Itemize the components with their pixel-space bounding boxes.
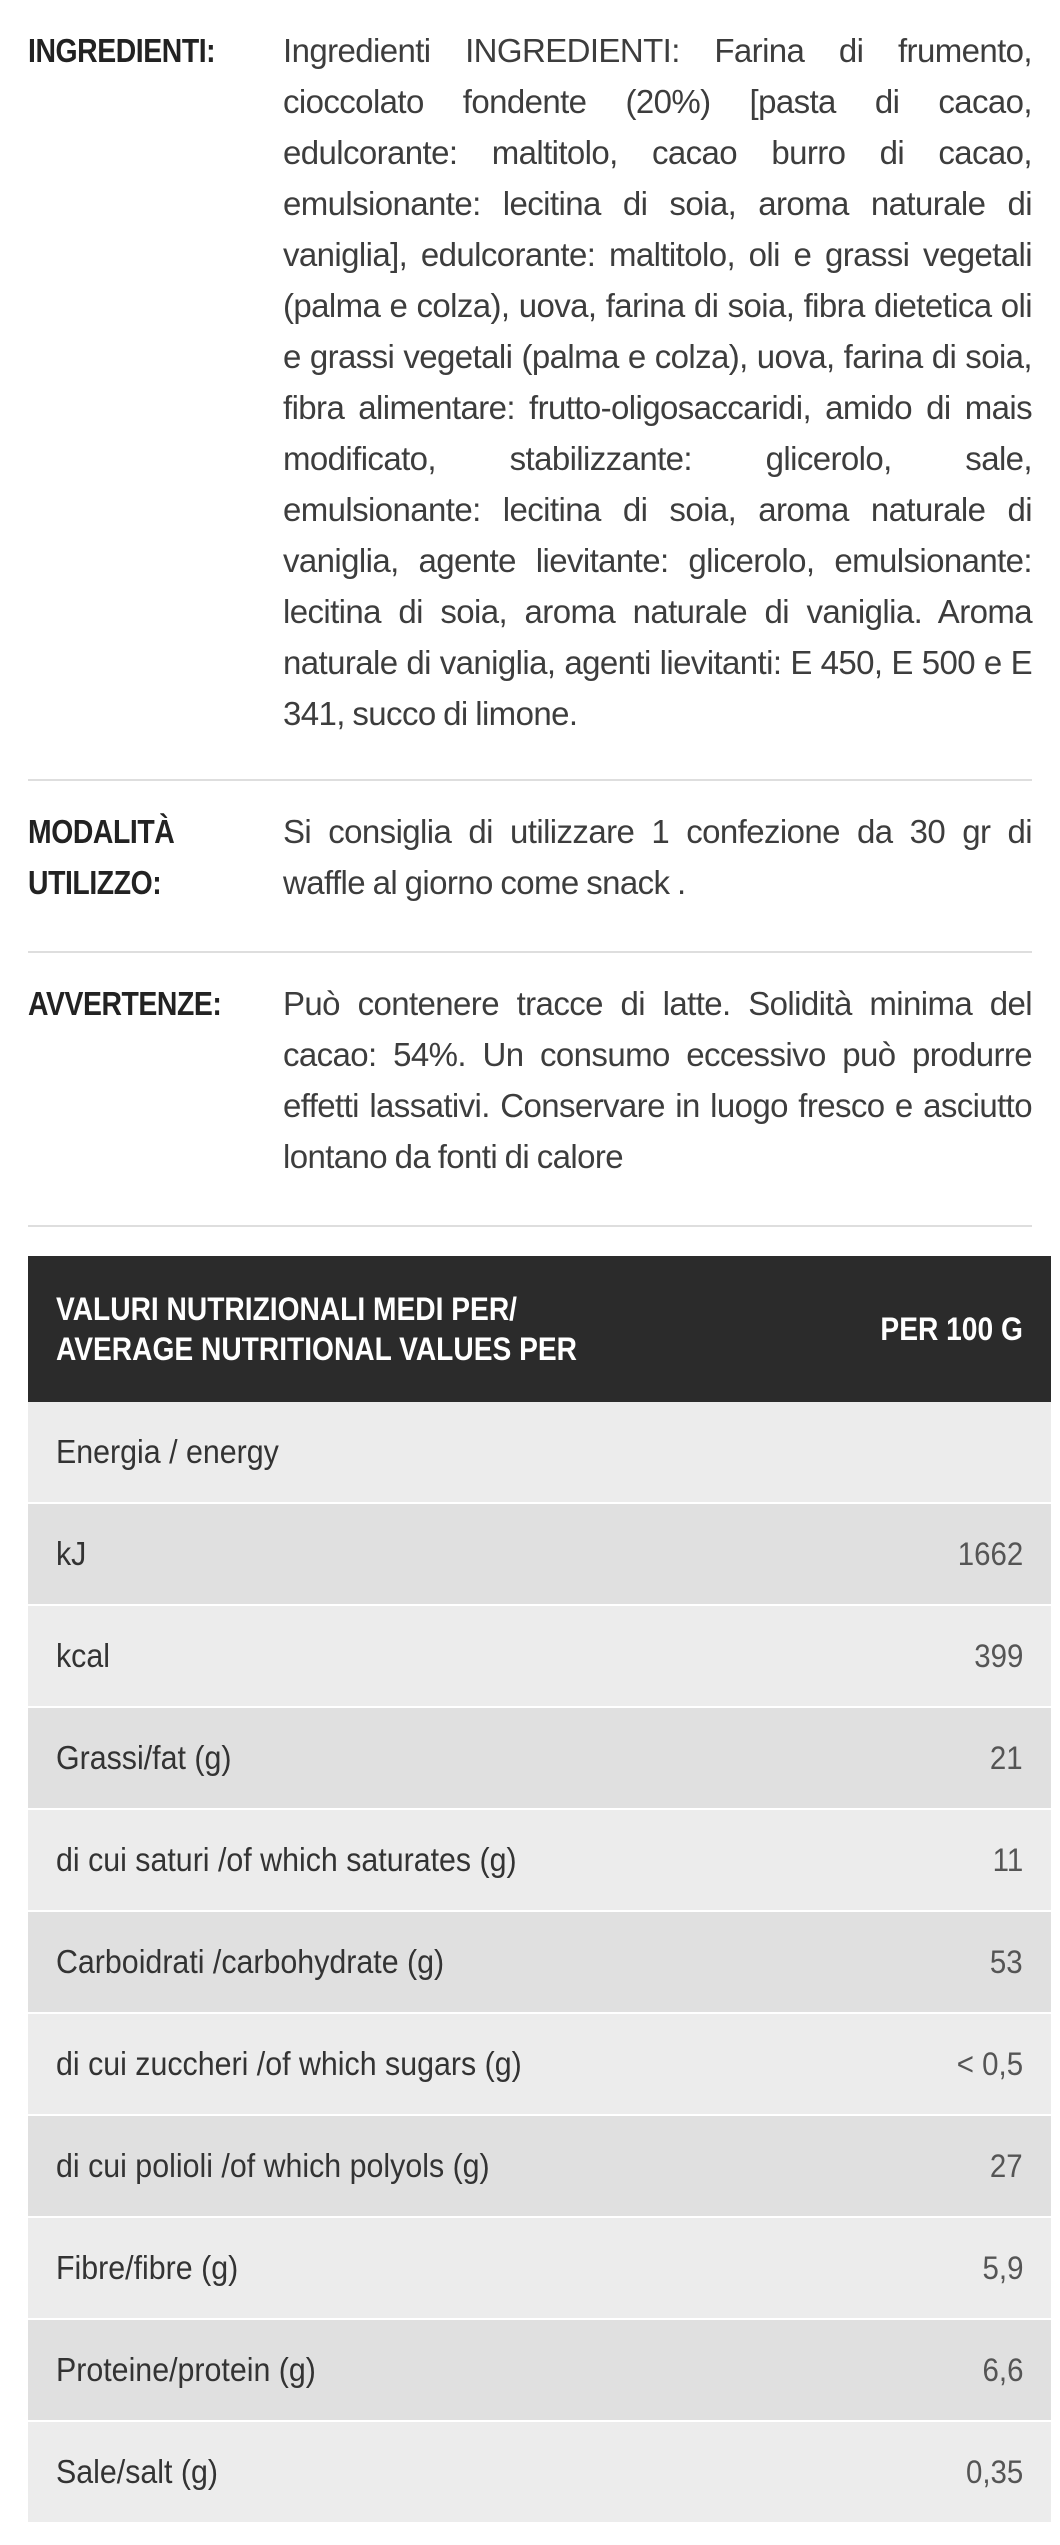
row-value: 0,35 xyxy=(965,2453,1023,2490)
row-label: Energia / energy xyxy=(56,1433,279,1470)
table-row xyxy=(28,2218,1051,2320)
row-label: di cui saturi /of which saturates (g) xyxy=(56,1841,517,1878)
ingredients-label: INGREDIENTI: xyxy=(28,32,216,69)
table-row xyxy=(28,1504,1051,1606)
row-label: kcal xyxy=(56,1637,110,1674)
row-value: 21 xyxy=(990,1739,1023,1776)
warnings-text: Può contenere tracce di latte. Solidità minima del cacao: 54%. Un consumo eccessivo può produrre effetti lassativi. Conservare in luogo fresco e asciutto lontano da fonti di calore xyxy=(283,985,1032,1175)
row-label: Fibre/fibre (g) xyxy=(56,2249,239,2286)
ingredients-text: Ingredienti INGREDIENTI: Farina di frumento, cioccolato fondente (20%) [pasta di cacao, edulcorante: maltitolo, cacao burro di cacao, emulsionante: lecitina di soia, aroma naturale di vaniglia], edulcorante: maltitolo, oli e grassi vegetali (palma e colza), uova, farina di soia, fibra dietetica oli e grassi vegetali (palma e colza), uova, farina di soia, fibra alimentare: frutto-oligosaccaridi, amido di mais modificato, stabilizzante: glicerolo, sale, emulsionante: lecitina di soia, aroma naturale di vaniglia, agente lievitante: glicerolo, emulsionante: lecitina di soia, aroma naturale di vaniglia. Aroma naturale di vaniglia, agenti lievitanti: E 450, E 500 e E 341, succo di limone. xyxy=(283,32,1032,732)
row-value: 11 xyxy=(992,1841,1023,1878)
nutrition-header-title: VALURI NUTRIZIONALI MEDI PER/ AVERAGE NUTRITIONAL VALUES PER xyxy=(56,1291,578,1367)
table-row xyxy=(28,2422,1051,2524)
row-label: di cui polioli /of which polyols (g) xyxy=(56,2147,490,2184)
table-row xyxy=(28,2320,1051,2422)
row-value: 5,9 xyxy=(982,2249,1023,2286)
row-label: di cui zuccheri /of which sugars (g) xyxy=(56,2045,522,2082)
row-label: Carboidrati /carbohydrate (g) xyxy=(56,1943,445,1980)
table-row xyxy=(28,1402,1051,1504)
warnings-label: AVVERTENZE: xyxy=(28,985,222,1022)
table-row xyxy=(28,1912,1051,2014)
ingredients-section xyxy=(28,0,1032,781)
row-label: Grassi/fat (g) xyxy=(56,1739,232,1776)
row-label: Proteine/protein (g) xyxy=(56,2351,316,2388)
table-row xyxy=(28,2116,1051,2218)
usage-label: MODALITÀ UTILIZZO: xyxy=(28,813,175,901)
row-label: Sale/salt (g) xyxy=(56,2453,218,2490)
usage-section xyxy=(28,781,1032,953)
warnings-section xyxy=(28,953,1032,1227)
row-value: 6,6 xyxy=(982,2351,1023,2388)
table-row xyxy=(28,1606,1051,1708)
usage-text: Si consiglia di utilizzare 1 confezione da 30 gr di waffle al giorno come snack . xyxy=(283,813,1032,901)
row-value: < 0,5 xyxy=(956,2045,1023,2082)
row-label: kJ xyxy=(56,1535,87,1572)
row-value: 1662 xyxy=(957,1535,1023,1572)
table-row xyxy=(28,2014,1051,2116)
nutrition-header-unit: PER 100 G xyxy=(880,1310,1023,1347)
nutrition-table xyxy=(28,1256,1051,2524)
nutrition-table-header xyxy=(28,1256,1051,1402)
row-value: 53 xyxy=(990,1943,1023,1980)
table-row xyxy=(28,1708,1051,1810)
row-value: 27 xyxy=(990,2147,1023,2184)
table-row xyxy=(28,1810,1051,1912)
row-value: 399 xyxy=(973,1637,1023,1674)
